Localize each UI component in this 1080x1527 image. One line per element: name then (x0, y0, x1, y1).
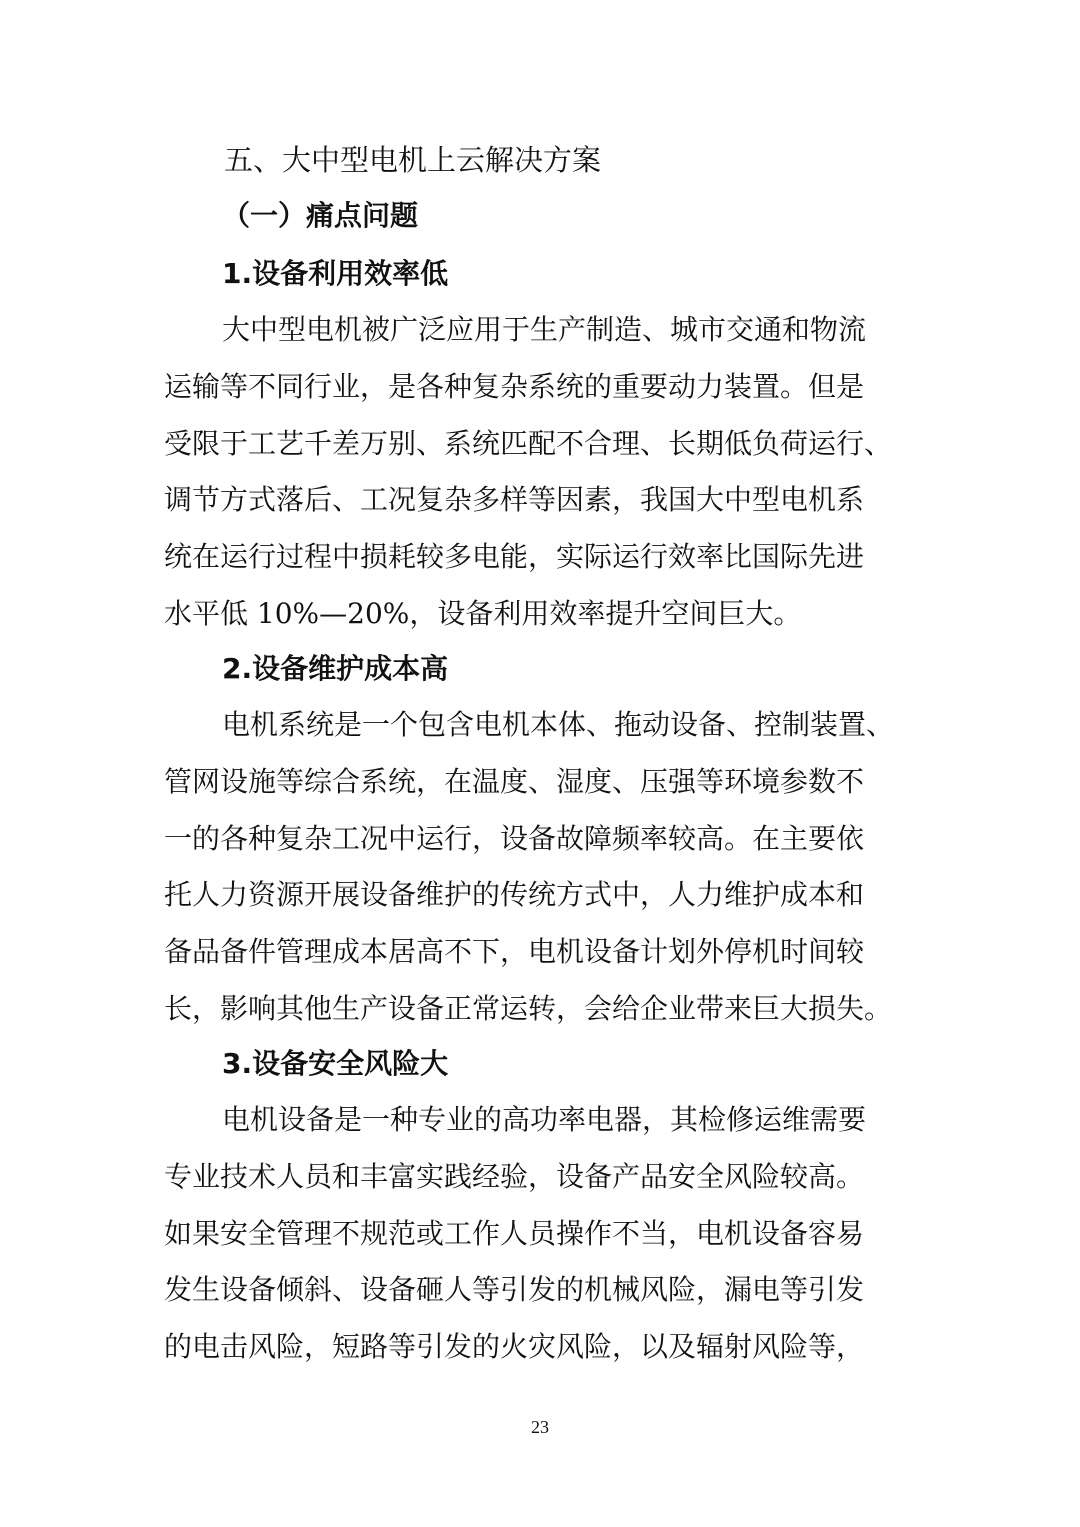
paragraph-line: 水平低 10%—20%，设备利用效率提升空间巨大。 (164, 596, 802, 630)
paragraph-line: 一的各种复杂工况中运行，设备故障频率较高。在主要依 (164, 821, 865, 855)
paragraph-line: 备品备件管理成本居高不下，电机设备计划外停机时间较 (164, 935, 865, 969)
section-title: 五、大中型电机上云解决方案 (224, 143, 602, 177)
paragraph-line: 电机系统是一个包含电机本体、拖动设备、控制装置、 (222, 708, 895, 741)
paragraph-line: 长，影响其他生产设备正常运转，会给企业带来巨大损失。 (164, 991, 893, 1025)
item-title-maintenance: 2.设备维护成本高 (222, 652, 449, 685)
paragraph-line: 统在运行过程中损耗较多电能，实际运行效率比国际先进 (164, 540, 865, 574)
paragraph-line: 如果安全管理不规范或工作人员操作不当，电机设备容易 (164, 1216, 865, 1250)
paragraph-line: 电机设备是一种专业的高功率电器，其检修运维需要 (222, 1103, 867, 1136)
paragraph-efficiency (164, 302, 934, 643)
paragraph-line: 受限于工艺千差万别、系统匹配不合理、长期低负荷运行、 (164, 426, 893, 460)
paragraph-line: 发生设备倾斜、设备砸人等引发的机械风险，漏电等引发 (164, 1273, 865, 1307)
paragraph-safety (164, 1092, 934, 1376)
paragraph-line: 大中型电机被广泛应用于生产制造、城市交通和物流 (222, 313, 867, 346)
paragraph-line: 调节方式落后、工况复杂多样等因素，我国大中型电机系 (164, 483, 865, 517)
paragraph-line: 专业技术人员和丰富实践经验，设备产品安全风险较高。 (164, 1159, 865, 1193)
item-title-efficiency: 1.设备利用效率低 (222, 257, 449, 290)
paragraph-line: 的电击风险，短路等引发的火灾风险，以及辐射风险等， (164, 1330, 865, 1364)
paragraph-line: 托人力资源开展设备维护的传统方式中，人力维护成本和 (164, 878, 865, 912)
page-number: 23 (531, 1417, 549, 1437)
paragraph-line: 管网设施等综合系统，在温度、湿度、压强等环境参数不 (164, 764, 865, 798)
item-title-safety: 3.设备安全风险大 (222, 1047, 449, 1080)
paragraph-line: 运输等不同行业，是各种复杂系统的重要动力装置。但是 (164, 369, 865, 403)
sub-title: （一）痛点问题 (222, 199, 419, 232)
paragraph-maintenance (164, 697, 934, 1038)
